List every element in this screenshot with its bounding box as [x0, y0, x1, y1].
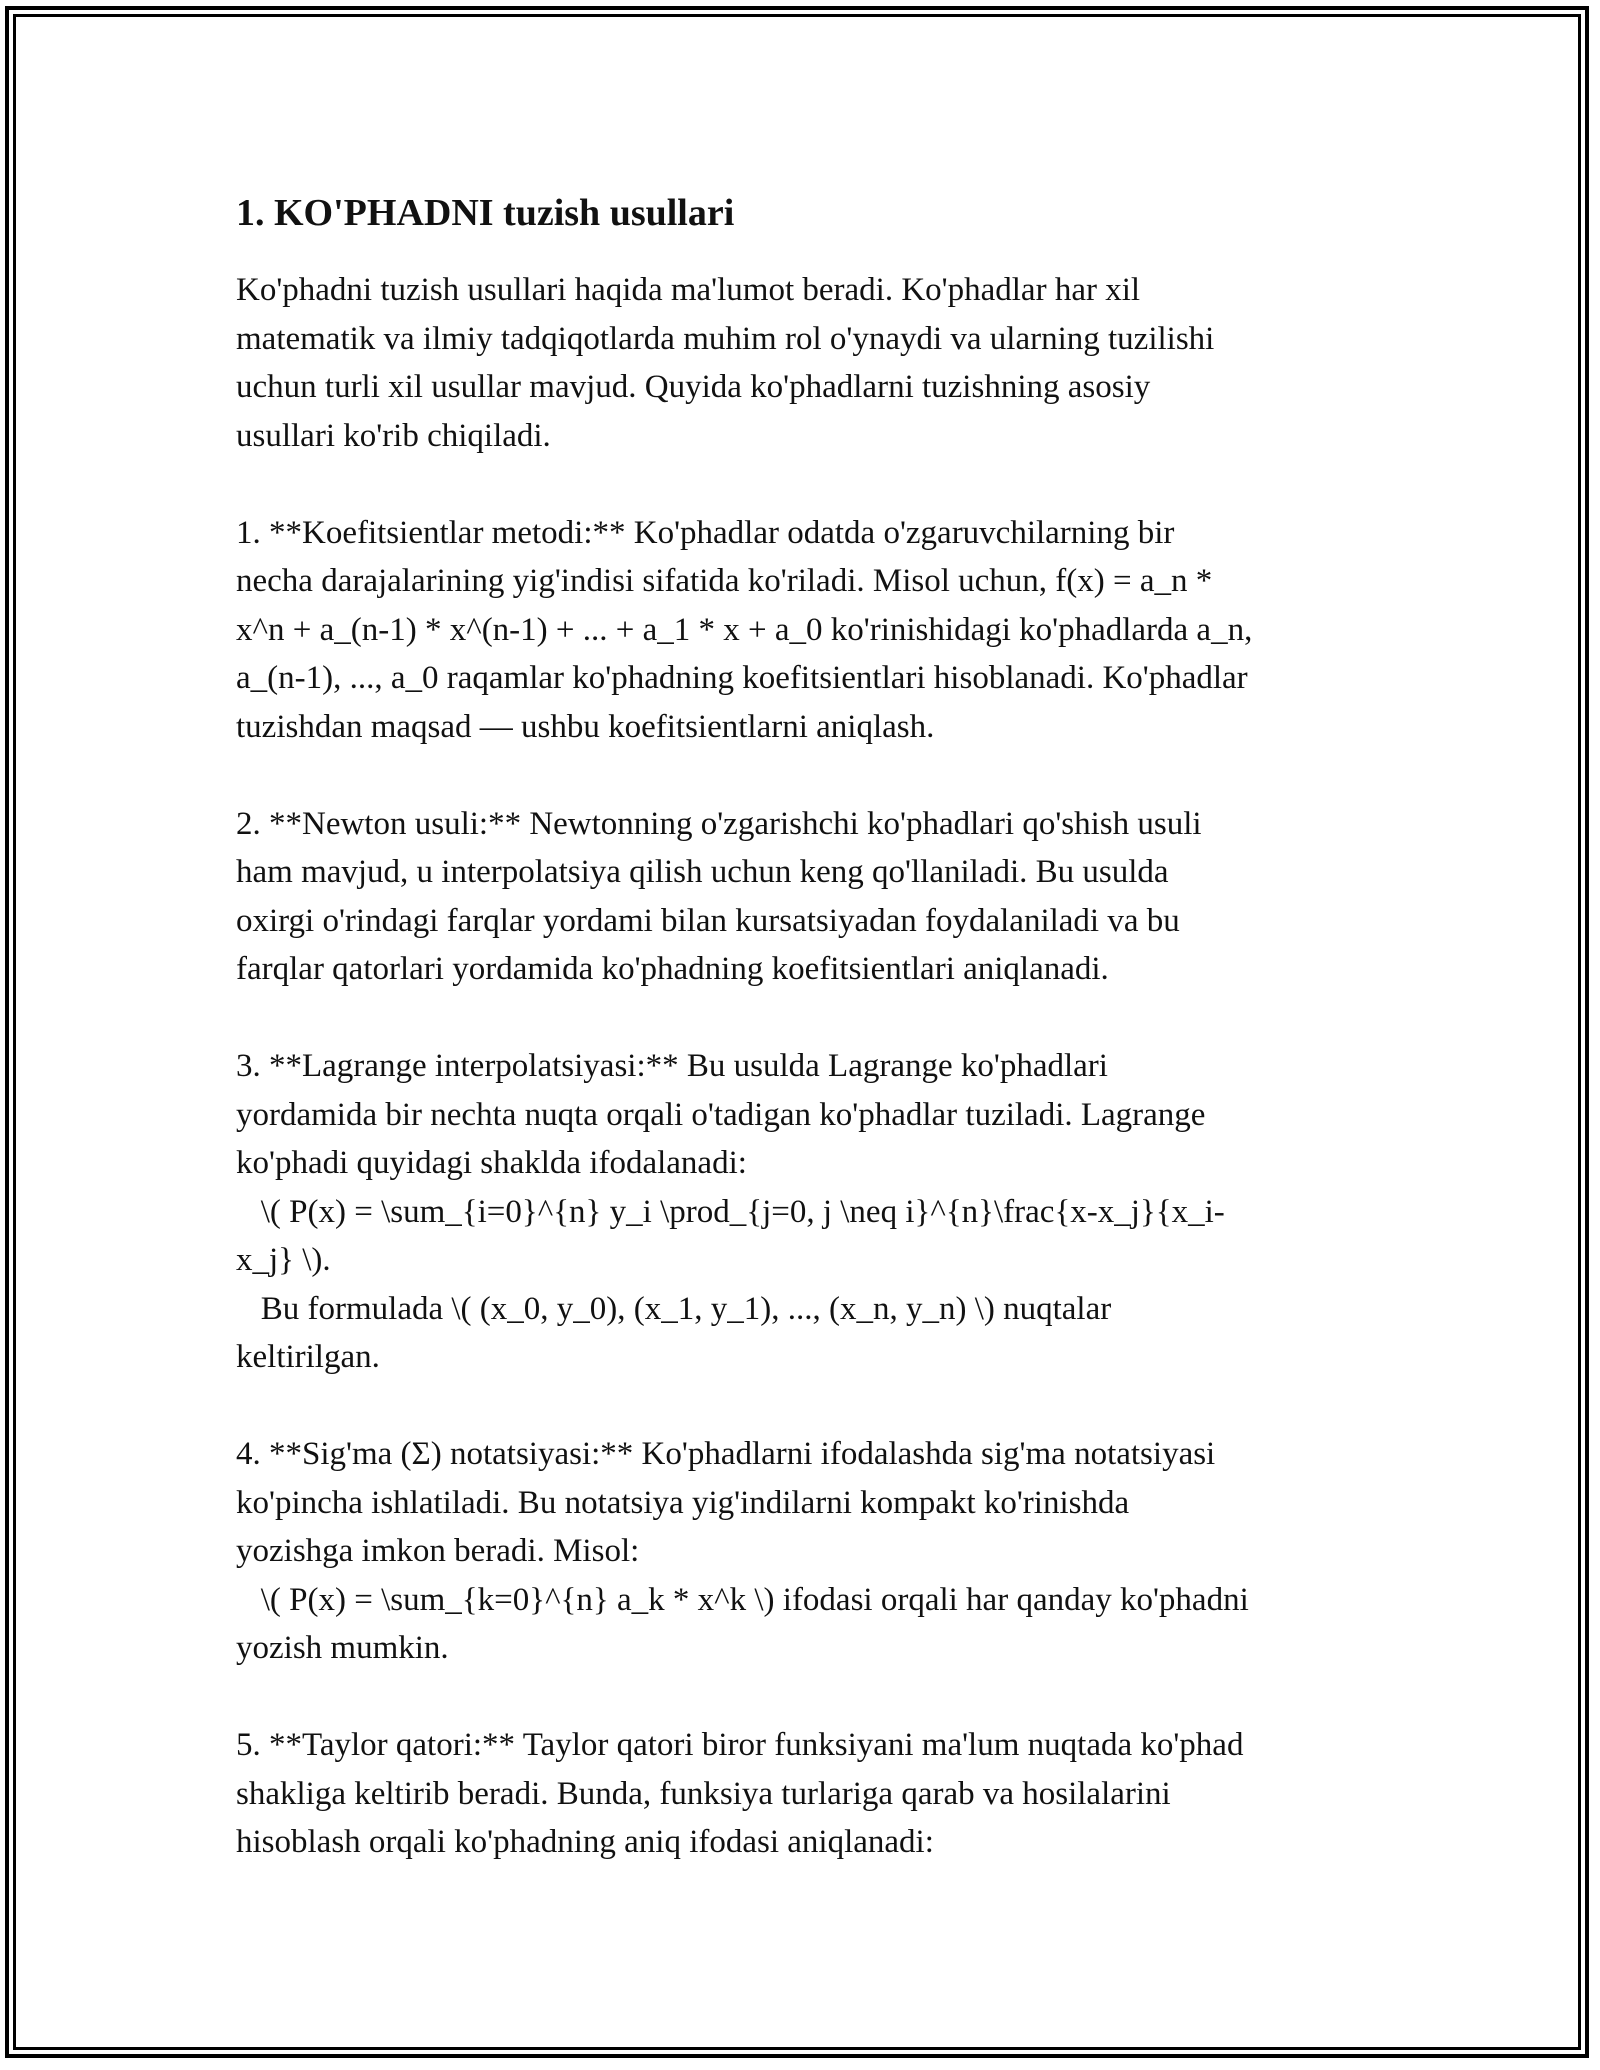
sigma-notation-paragraph: 4. **Sig'ma (Σ) notatsiyasi:** Ko'phadlarni ifodalashda sig'ma notatsiyasi ko'pincha ishlatiladi. Bu notatsiya yig'indilarni kompakt ko'rinishda yozishga imkon beradi. Misol: \( P(x) = \sum_{k=0}^{n} a_k * x^k \) ifodasi orqali har qanday ko'phadni yozish mumkin. — [236, 1436, 1249, 1666]
coefficient-method-paragraph: 1. **Koefitsientlar metodi:** Ko'phadlar odatda o'zgaruvchilarning bir necha darajalarining yig'indisi sifatida ko'riladi. Misol uchun, f(x) = a_n * x^n + a_(n-1) * x^(n-1) + ... + a_1 * x + a_0 ko'rinishidagi ko'phadlarda a_n, a_(n-1), ..., a_0 raqamlar ko'phadning koefitsientlari hisoblanadi. Ko'phadlar tuzishdan maqsad — ushbu koefitsientlarni aniqlash. — [236, 514, 1253, 745]
lagrange-interpolation-paragraph: 3. **Lagrange interpolatsiyasi:** Bu usulda Lagrange ko'phadlari yordamida bir nechta nuqta orqali o'tadigan ko'phadlar tuziladi. Lagrange ko'phadi quyidagi shaklda ifodalanadi: \( P(x) = \sum_{i=0}^{n} y_i \prod_{j=0, j \neq i}^{n}\frac{x-x_j}{x_i- x_j} \). Bu formulada \( (x_0, y_0), (x_1, y_1), ..., (x_n, y_n) \) nuqtalar keltirilgan. — [236, 1048, 1225, 1375]
document-body — [236, 186, 1376, 1915]
taylor-series-paragraph: 5. **Taylor qatori:** Taylor qatori biror funksiyani ma'lum nuqtada ko'phad shakliga keltirib beradi. Bunda, funksiya turlariga qarab va hosilalarini hisoblash orqali ko'phadning aniq ifodasi aniqlanadi: — [236, 1727, 1244, 1860]
section-heading: 1. KO'PHADNI tuzish usullari — [236, 192, 735, 234]
newton-method-paragraph: 2. **Newton usuli:** Newtonning o'zgarishchi ko'phadlari qo'shish usuli ham mavjud, u interpolatsiya qilish uchun keng qo'llaniladi. Bu usulda oxirgi o'rindagi farqlar yordami bilan kursatsiyadan foydalaniladi va bu farqlar qatorlari yordamida ko'phadning koefitsientlari aniqlanadi. — [236, 805, 1202, 987]
intro-paragraph: Ko'phadni tuzish usullari haqida ma'lumot beradi. Ko'phadlar har xil matematik va ilmiy tadqiqotlarda muhim rol o'ynaydi va ularning tuzilishi uchun turli xil usullar mavjud. Quyida ko'phadlarni tuzishning asosiy usullari ko'rib chiqiladi. — [236, 272, 1215, 454]
